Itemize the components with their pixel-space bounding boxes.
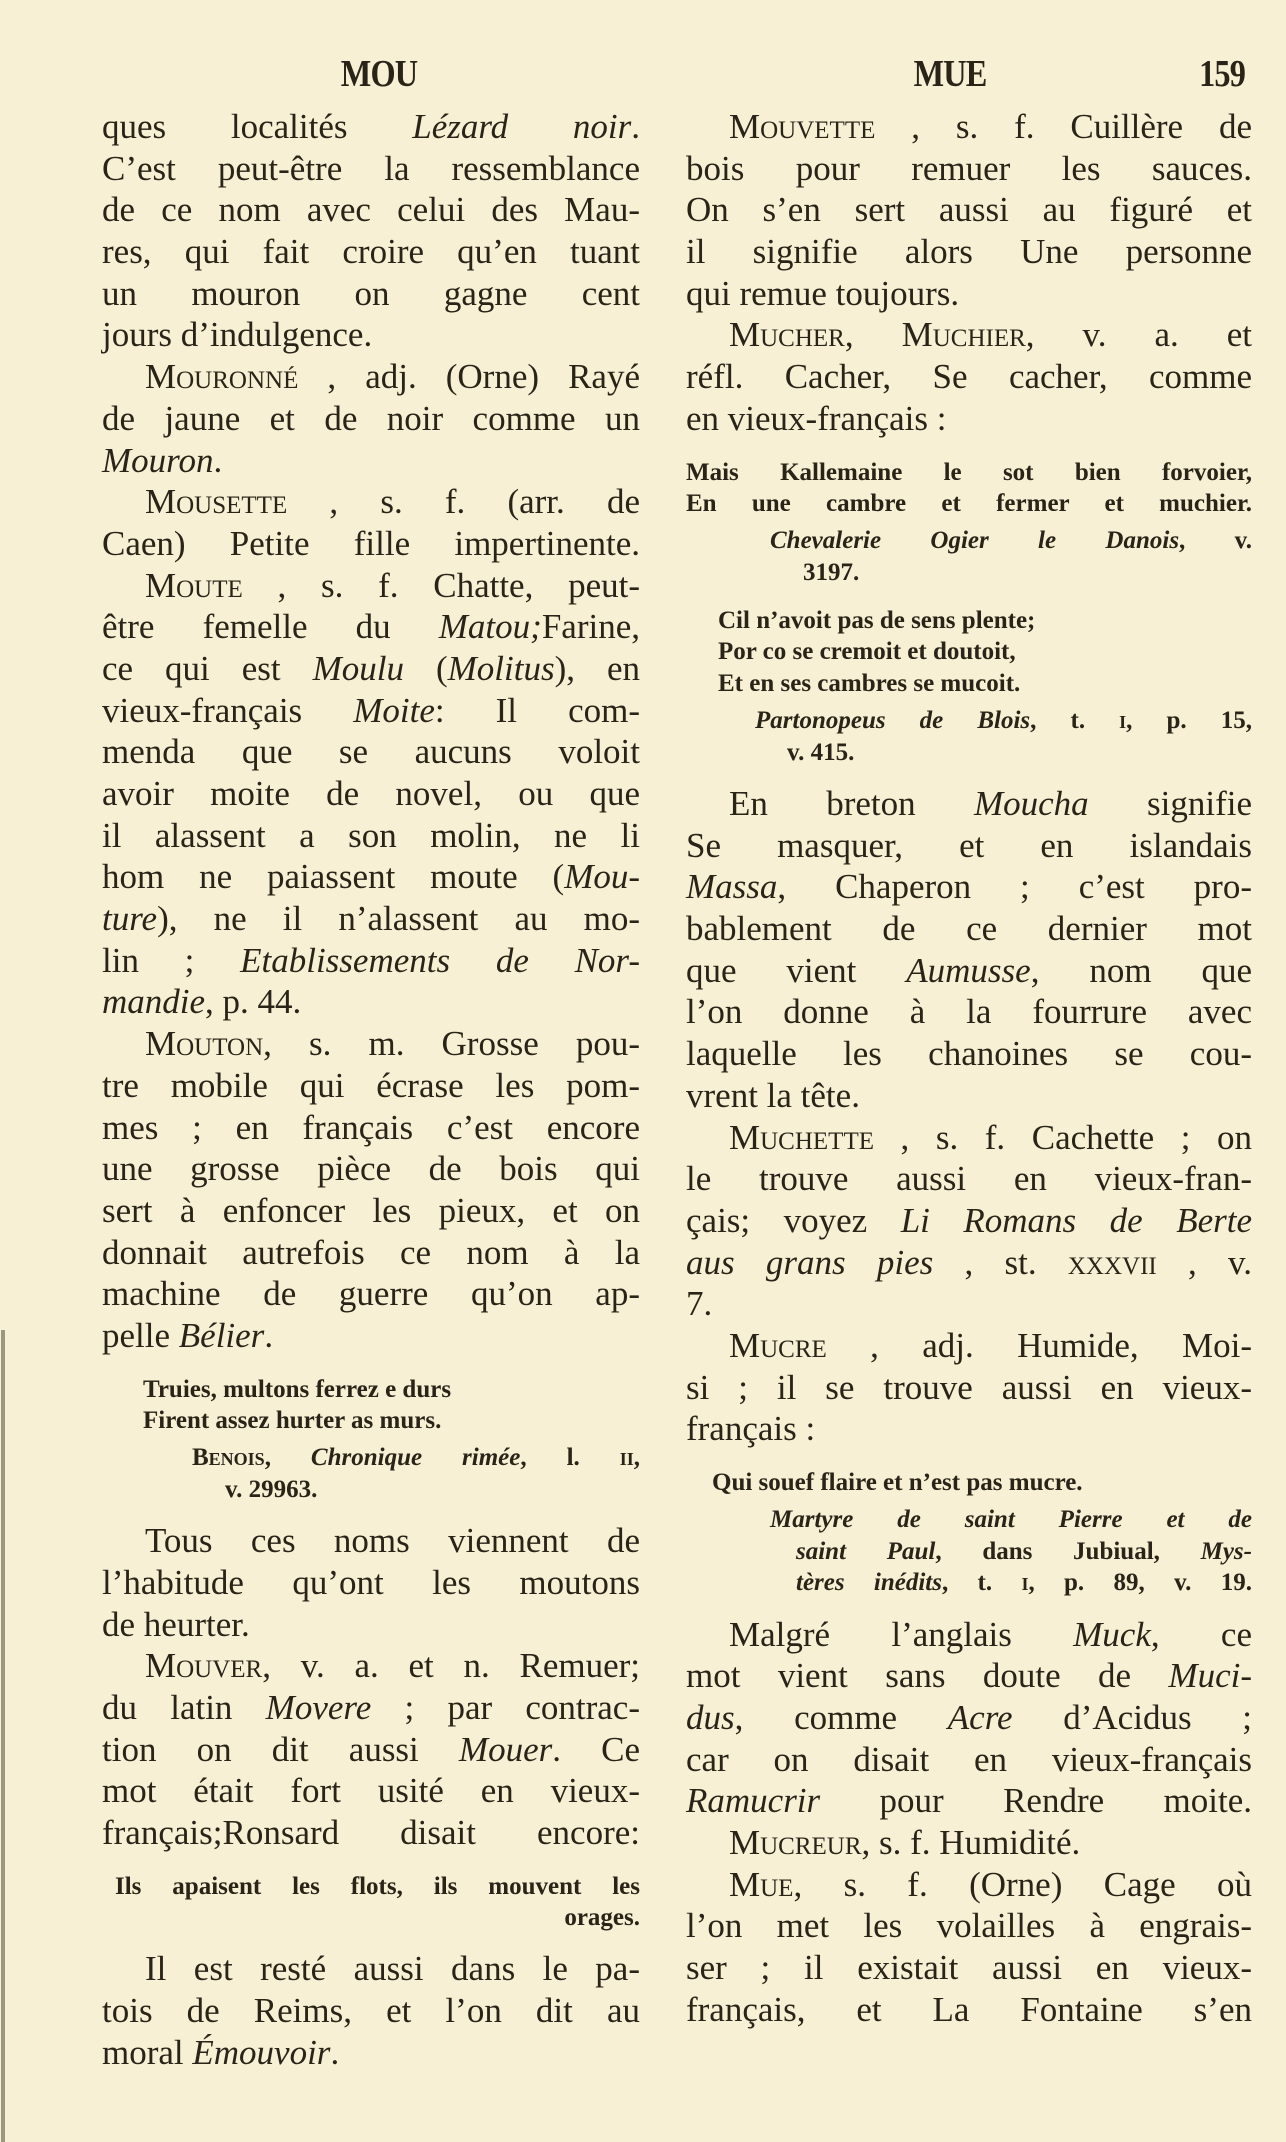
text-line: [102, 523, 640, 565]
text-segment: mot vient sans doute de: [686, 1656, 1169, 1696]
text-segment: : Il com-: [434, 690, 640, 730]
italic-term: Moulu: [312, 648, 404, 688]
text-segment: d’Acidus ;: [1012, 1697, 1252, 1737]
citation-line: [102, 1474, 640, 1505]
text-segment: , st.: [933, 1242, 1068, 1282]
text-segment: qui remue toujours.: [686, 273, 960, 313]
text-segment: il signifie alors Une personne: [686, 232, 1252, 272]
text-segment: Il est resté aussi dans le pa-: [145, 1949, 640, 1989]
text-segment: signifie: [1088, 784, 1253, 824]
text-segment: Farine,: [541, 607, 640, 647]
headword: Mousette: [145, 482, 288, 522]
text-line: [686, 1408, 1252, 1450]
text-segment: res, qui fait croire qu’en tuant: [102, 232, 640, 272]
quotation-line: [686, 1467, 1252, 1498]
text-segment: , t.: [1030, 707, 1120, 735]
text-segment: , s. f. Humidité.: [861, 1823, 1081, 1863]
italic-term: Moucha: [973, 784, 1089, 824]
italic-term: Chevalerie Ogier le Danois: [770, 527, 1180, 555]
citation-line: [686, 705, 1252, 736]
text-line: [686, 991, 1252, 1033]
left-column: [102, 106, 640, 2074]
text-line: [102, 940, 640, 982]
quotation-line: [686, 457, 1252, 488]
quotation-line: [102, 1871, 640, 1902]
text-segment: tois de Reims, et l’on dit au: [102, 1991, 640, 2031]
text-segment: Se masquer, et en islandais: [686, 825, 1252, 865]
italic-term: dus: [686, 1697, 735, 1737]
text-line: [102, 565, 640, 607]
text-segment: Mais Kallemaine le sot bien forvoier,: [686, 458, 1252, 486]
italic-term: Muck: [1073, 1614, 1151, 1654]
italic-term: Moite: [353, 690, 435, 730]
text-segment: que vient: [686, 950, 907, 990]
text-line: [686, 1989, 1252, 2031]
italic-term: Molitus: [447, 648, 555, 688]
text-line: [686, 1822, 1252, 1864]
text-line: [102, 690, 640, 732]
text-segment: car on disait en vieux-français: [686, 1739, 1252, 1779]
text-segment: ce qui est: [102, 648, 313, 688]
text-segment: de heurter.: [102, 1604, 250, 1644]
citation-line: [686, 737, 1252, 768]
text-segment: l’on met les volailles à engrais-: [686, 1906, 1252, 1946]
text-segment: . Ce: [552, 1729, 640, 1769]
italic-term: Partonopeus de Blois: [755, 707, 1031, 735]
text-segment: , s. m. Grosse pou-: [263, 1024, 640, 1064]
text-segment: ,: [633, 1444, 640, 1472]
text-line: [102, 1645, 640, 1687]
text-segment: , t.: [941, 1569, 1022, 1597]
text-line: [102, 189, 640, 231]
page-number: 159: [1199, 53, 1245, 95]
text-segment: pour Rendre moite.: [820, 1781, 1252, 1821]
text-segment: , p. 89, v. 19.: [1028, 1569, 1253, 1597]
text-line: [102, 898, 640, 940]
text-line: [102, 856, 640, 898]
text-segment: çais; voyez: [686, 1200, 901, 1240]
text-segment: réfl. Cacher, Se cacher, comme: [686, 357, 1252, 397]
text-segment: tion on dit aussi: [102, 1729, 459, 1769]
quotation-line: [686, 668, 1252, 699]
quotation-line: [102, 1902, 640, 1933]
headword: xxxvii: [1067, 1242, 1157, 1282]
book-spine-edge: [1, 1330, 5, 2142]
headword: i: [1119, 707, 1127, 735]
text-line: [102, 1948, 640, 1990]
headword: Mouronné: [145, 357, 299, 397]
italic-term: Matou;: [438, 607, 542, 647]
text-segment: bablement de ce dernier mot: [686, 909, 1252, 949]
text-line: [102, 648, 640, 690]
text-segment: .: [213, 440, 223, 480]
italic-term: Bélier: [178, 1315, 265, 1355]
headword: Mouton: [145, 1024, 264, 1064]
citation-line: [102, 1442, 640, 1473]
running-head-left: MOU: [340, 53, 418, 95]
text-segment: ques localités: [102, 107, 413, 146]
text-line: [686, 783, 1252, 825]
text-segment: , comme: [734, 1697, 948, 1737]
headword: Mucreur: [729, 1823, 862, 1863]
text-line: [102, 1604, 640, 1646]
italic-term: Li Romans de Berte: [900, 1200, 1252, 1240]
text-line: [686, 1325, 1252, 1367]
italic-term: mandie: [102, 982, 206, 1022]
italic-term: Lézard noir: [412, 107, 632, 146]
text-segment: 3197.: [803, 558, 860, 586]
text-segment: ; par contrac-: [371, 1687, 640, 1727]
text-line: [102, 1232, 640, 1274]
text-segment: machine de guerre qu’on ap-: [102, 1274, 640, 1314]
text-segment: Truies, multons ferrez e durs: [143, 1375, 452, 1403]
text-line: [686, 1780, 1252, 1822]
text-line: [102, 398, 640, 440]
headword: Muchette: [729, 1117, 874, 1157]
text-segment: lin ;: [102, 940, 241, 980]
quotation-line: [102, 1374, 640, 1405]
text-line: [102, 1687, 640, 1729]
text-line: [102, 1812, 640, 1854]
text-segment: il alassent a son molin, ne li: [102, 815, 640, 855]
italic-term: tères inédits: [796, 1569, 942, 1597]
text-segment: l’on donne à la fourrure avec: [686, 992, 1252, 1032]
text-segment: hom ne paiassent moute (: [102, 857, 565, 897]
text-line: [686, 1947, 1252, 1989]
running-head-right: MUE: [913, 53, 987, 95]
text-line: [102, 1023, 640, 1065]
headword: Benois: [192, 1444, 265, 1472]
text-segment: une grosse pièce de bois qui: [102, 1149, 640, 1189]
text-line: [686, 1075, 1252, 1117]
text-segment: Qui souef flaire et n’est pas mucre.: [712, 1469, 1083, 1497]
text-line: [686, 1739, 1252, 1781]
quotation-line: [686, 488, 1252, 519]
text-segment: orages.: [564, 1904, 640, 1932]
text-segment: , ce: [1150, 1614, 1252, 1654]
text-line: [102, 1770, 640, 1812]
citation-line: [686, 525, 1252, 556]
text-line: [102, 273, 640, 315]
text-segment: , v. a. et n. Remuer;: [262, 1646, 640, 1686]
italic-term: aus grans pies: [686, 1242, 934, 1282]
text-segment: v. 29963.: [225, 1475, 318, 1503]
text-line: [686, 1117, 1252, 1159]
text-segment: mot était fort usité en vieux-: [102, 1771, 640, 1811]
text-segment: le trouve aussi en vieux-fran-: [686, 1159, 1252, 1199]
text-segment: En une cambre et fermer et muchier.: [686, 489, 1252, 517]
text-segment: (: [403, 648, 448, 688]
text-segment: français :: [686, 1409, 816, 1449]
text-line: [686, 1614, 1252, 1656]
italic-term: Acre: [947, 1697, 1013, 1737]
text-line: [686, 1655, 1252, 1697]
headword: ii: [619, 1444, 634, 1472]
text-line: [102, 981, 640, 1023]
text-line: [686, 106, 1252, 148]
text-segment: , adj. Humide, Moi-: [826, 1325, 1252, 1365]
text-segment: , s. f. (arr. de: [287, 482, 640, 522]
text-segment: , l.: [520, 1444, 620, 1472]
headword: Mucher: [729, 315, 845, 355]
text-segment: ,: [264, 1444, 311, 1472]
text-line: [102, 106, 640, 148]
text-segment: , nom que: [1030, 950, 1252, 990]
text-line: [102, 148, 640, 190]
text-segment: vieux-français: [102, 690, 354, 730]
italic-term: Movere: [265, 1687, 372, 1727]
text-segment: v. 415.: [787, 738, 855, 766]
text-line: [102, 314, 640, 356]
text-line: [686, 189, 1252, 231]
text-segment: .: [330, 2032, 340, 2072]
text-segment: .: [264, 1315, 274, 1355]
text-segment: , Chaperon ; c’est pro-: [777, 867, 1252, 907]
text-line: [686, 866, 1252, 908]
text-line: [102, 231, 640, 273]
text-segment: , p. 15,: [1126, 707, 1252, 735]
text-line: [686, 314, 1252, 356]
headword: Mouvette: [729, 107, 876, 146]
text-line: [686, 1033, 1252, 1075]
italic-term: Mys-: [1200, 1537, 1252, 1565]
italic-term: Aumusse: [906, 950, 1031, 990]
italic-term: Émouvoir: [192, 2032, 331, 2072]
text-segment: Firent assez hurter as murs.: [143, 1407, 442, 1435]
text-segment: ,: [844, 315, 902, 355]
text-segment: donnait autrefois ce nom à la: [102, 1232, 640, 1272]
italic-term: ture: [102, 899, 158, 939]
headword: Muchier: [901, 315, 1026, 355]
text-segment: Malgré l’anglais: [729, 1614, 1074, 1654]
text-line: [102, 1065, 640, 1107]
text-line: [686, 1242, 1252, 1284]
text-segment: , p. 44.: [205, 982, 302, 1022]
text-segment: français;Ronsard disait encore:: [102, 1813, 640, 1852]
text-segment: , s. f. Chatte, peut-: [242, 565, 640, 605]
text-segment: Ils apaisent les flots, ils mouvent les: [115, 1872, 640, 1900]
text-segment: bois pour remuer les sauces.: [686, 148, 1252, 188]
text-line: [686, 950, 1252, 992]
text-segment: Caen) Petite fille impertinente.: [102, 523, 640, 563]
headword: Mue: [729, 1864, 794, 1904]
citation-line: [686, 557, 1252, 588]
text-segment: jours d’indulgence.: [102, 315, 373, 355]
text-line: [102, 1190, 640, 1232]
text-segment: Por co se cremoit et doutoit,: [718, 638, 1016, 666]
headword: Mouver: [145, 1646, 263, 1686]
text-line: [686, 1367, 1252, 1409]
text-segment: , s. f. Cuillère de: [875, 107, 1252, 146]
text-line: [686, 1697, 1252, 1739]
text-segment: On s’en sert aussi au figuré et: [686, 190, 1252, 230]
text-line: [686, 231, 1252, 273]
text-segment: C’est peut-être la ressemblance: [102, 148, 640, 188]
text-segment: 7.: [686, 1284, 713, 1324]
italic-term: Mou-: [564, 857, 640, 897]
text-segment: ), ne il n’alassent au mo-: [157, 899, 640, 939]
text-line: [102, 773, 640, 815]
text-line: [102, 1273, 640, 1315]
citation-line: [686, 1536, 1252, 1567]
quotation-line: [102, 1405, 640, 1436]
text-line: [102, 1990, 640, 2032]
citation-line: [686, 1504, 1252, 1535]
text-segment: tre mobile qui écrase les pom-: [102, 1065, 640, 1105]
text-segment: Cil n’avoit pas de sens plente;: [718, 607, 1036, 635]
italic-term: Muci-: [1168, 1656, 1252, 1696]
text-segment: , s. f. (Orne) Cage où: [793, 1864, 1252, 1904]
text-segment: En breton: [729, 784, 974, 824]
text-segment: avoir moite de novel, ou que: [102, 774, 640, 813]
text-line: [102, 1315, 640, 1357]
text-line: [686, 1158, 1252, 1200]
headword: Mucre: [729, 1325, 827, 1365]
text-segment: , v.: [1156, 1242, 1252, 1282]
text-line: [102, 731, 640, 773]
citation-line: [686, 1567, 1252, 1598]
text-segment: du latin: [102, 1687, 266, 1727]
text-line: [102, 606, 640, 648]
text-line: [102, 1520, 640, 1562]
headword: i: [1021, 1569, 1029, 1597]
text-line: [102, 1107, 640, 1149]
text-segment: menda que se aucuns voloit: [102, 732, 640, 772]
text-segment: .: [631, 107, 640, 146]
text-segment: ), en: [554, 648, 640, 688]
text-line: [102, 1148, 640, 1190]
text-line: [686, 148, 1252, 190]
text-line: [102, 356, 640, 398]
text-segment: français, et La Fontaine s’en: [686, 1989, 1252, 2029]
text-segment: laquelle les chanoines se cou-: [686, 1034, 1252, 1074]
quotation-line: [686, 636, 1252, 667]
text-line: [686, 825, 1252, 867]
italic-term: Etablissements de Nor-: [240, 940, 640, 980]
text-segment: un mouron on gagne cent: [102, 273, 640, 313]
text-line: [102, 440, 640, 482]
headword: Moute: [145, 565, 243, 605]
text-line: [686, 356, 1252, 398]
text-line: [102, 1729, 640, 1771]
text-line: [686, 1905, 1252, 1947]
italic-term: Martyre de saint Pierre et de: [770, 1506, 1252, 1534]
text-segment: de jaune et de noir comme un: [102, 398, 640, 438]
right-column: [686, 106, 1252, 2030]
text-segment: , dans Jubiual,: [935, 1537, 1201, 1565]
italic-term: Chronique rimée: [310, 1444, 521, 1472]
text-line: [102, 815, 640, 857]
text-segment: , v. a. et: [1025, 315, 1252, 355]
text-segment: ser ; il existait aussi en vieux-: [686, 1948, 1252, 1988]
italic-term: Ramucrir: [686, 1781, 821, 1821]
quotation-line: [686, 605, 1252, 636]
text-segment: de ce nom avec celui des Mau-: [102, 190, 640, 230]
text-line: [686, 908, 1252, 950]
text-segment: Tous ces noms viennent de: [145, 1521, 640, 1561]
text-segment: Et en ses cambres se mucoit.: [718, 669, 1021, 697]
text-segment: , v.: [1179, 527, 1252, 555]
italic-term: saint Paul: [796, 1537, 936, 1565]
text-line: [102, 1562, 640, 1604]
text-segment: , s. f. Cachette ; on: [874, 1117, 1252, 1157]
italic-term: Mouer: [458, 1729, 553, 1769]
italic-term: Massa: [686, 867, 778, 907]
text-line: [102, 481, 640, 523]
text-segment: être femelle du: [102, 607, 439, 647]
text-segment: mes ; en français c’est encore: [102, 1107, 640, 1147]
text-segment: si ; il se trouve aussi en vieux-: [686, 1367, 1252, 1407]
text-segment: pelle: [102, 1315, 179, 1355]
text-line: [686, 273, 1252, 315]
text-line: [686, 1283, 1252, 1325]
text-segment: moral: [102, 2032, 193, 2072]
text-line: [686, 1864, 1252, 1906]
text-line: [102, 2032, 640, 2074]
text-line: [686, 1200, 1252, 1242]
text-segment: l’habitude qu’ont les moutons: [102, 1562, 640, 1602]
italic-term: Mouron: [102, 440, 214, 480]
text-segment: vrent la tête.: [686, 1075, 860, 1115]
text-segment: sert à enfoncer les pieux, et on: [102, 1190, 640, 1230]
text-segment: , adj. (Orne) Rayé: [298, 357, 640, 397]
text-line: [686, 398, 1252, 440]
text-segment: en vieux-français :: [686, 398, 947, 438]
